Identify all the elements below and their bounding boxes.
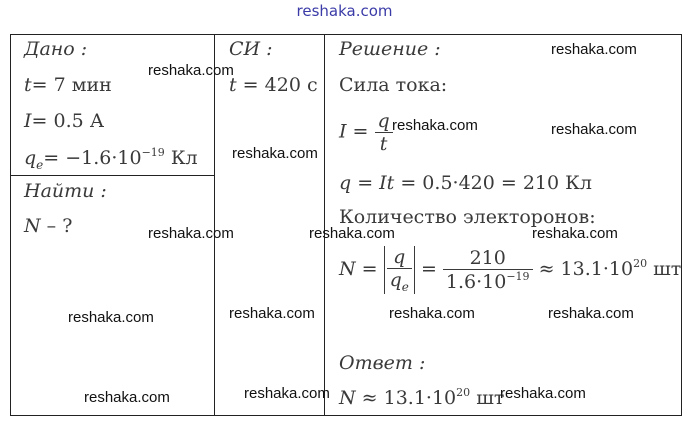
watermark: reshaka.com [532,225,618,242]
watermark: reshaka.com [232,145,318,162]
watermark: reshaka.com [548,305,634,322]
formula-electrons-num2: 210 [469,247,506,269]
formula-charge-eq: = [351,172,380,194]
formula-electrons-den2 [443,269,533,293]
given-find-divider [10,175,214,176]
watermark: reshaka.com [244,385,330,402]
formula-electrons-eq1: = [355,258,384,280]
si-time [229,74,318,96]
site-header: reshaka.com [296,2,393,20]
formula-current [339,110,393,155]
given-time-symbol: t [24,74,32,96]
formula-charge-it: It [379,172,395,194]
si-title: СИ : [229,38,273,60]
watermark: reshaka.com [84,389,170,406]
formula-electrons-den2-exp: −19 [506,270,530,283]
given-current [24,110,104,132]
formula-electrons-den1 [387,268,412,294]
si-time-value: = 420 с [236,74,318,96]
formula-electrons-approx: ≈ 13.1·10 [532,258,634,280]
formula-charge-lhs: q [339,172,352,194]
answer-title: Ответ : [339,352,426,374]
formula-electrons-eq2: = [414,258,443,280]
electrons-label: Количество электоронов: [339,206,596,228]
formula-electrons-num1: q [393,246,406,268]
find-value: – ? [40,215,73,237]
given-charge-symbol: q [24,147,37,169]
find-symbol: N [24,215,41,237]
find-title: Найти : [24,180,107,202]
formula-electrons-den2-base: 1.6·10 [445,271,507,293]
answer-unit: шт [470,387,505,409]
formula-current-lhs: I [339,120,347,143]
watermark: reshaka.com [68,309,154,326]
watermark: reshaka.com [389,305,475,322]
formula-current-fraction [375,110,393,155]
answer-number: ≈ 13.1·10 [355,387,457,409]
watermark: reshaka.com [551,121,637,138]
given-current-value: = 0.5 А [31,110,105,132]
given-charge-unit: Кл [164,147,198,169]
formula-current-denominator: t [375,132,393,155]
answer-exponent: 20 [456,386,471,399]
formula-current-eq: = [346,120,375,143]
formula-electrons-fraction1 [387,246,412,294]
current-label: Сила тока: [339,74,448,96]
watermark: reshaka.com [392,117,478,134]
find-unknown [24,215,72,237]
given-current-symbol: I [24,110,32,132]
given-charge-exponent: −19 [141,146,165,159]
watermark: reshaka.com [551,41,637,58]
formula-electrons-abs [384,246,415,294]
si-time-symbol: t [229,74,237,96]
formula-electrons-exp: 20 [633,257,648,270]
watermark: reshaka.com [148,62,234,79]
given-time-value: = 7 мин [31,74,112,96]
formula-electrons-den1-q: q [389,269,402,291]
formula-electrons-den1-sub: e [401,280,409,294]
formula-current-numerator: q [377,110,390,132]
given-charge-subscript: e [36,158,44,172]
answer-symbol: N [339,387,356,409]
formula-charge [339,172,592,194]
formula-charge-result: = 0.5·420 = 210 Кл [394,172,592,194]
formula-electrons-lhs: N [339,258,356,280]
given-charge [24,146,198,172]
formula-electrons-unit: шт [647,258,682,280]
given-charge-value: = −1.6·10 [43,147,142,169]
solution-title: Решение : [339,38,441,60]
watermark: reshaka.com [500,385,586,402]
watermark: reshaka.com [229,305,315,322]
watermark: reshaka.com [309,225,395,242]
watermark: reshaka.com [148,225,234,242]
formula-electrons [339,246,681,294]
formula-electrons-fraction2 [443,247,533,293]
given-time [24,74,112,96]
given-title: Дано : [24,38,88,60]
answer-value [339,386,504,409]
